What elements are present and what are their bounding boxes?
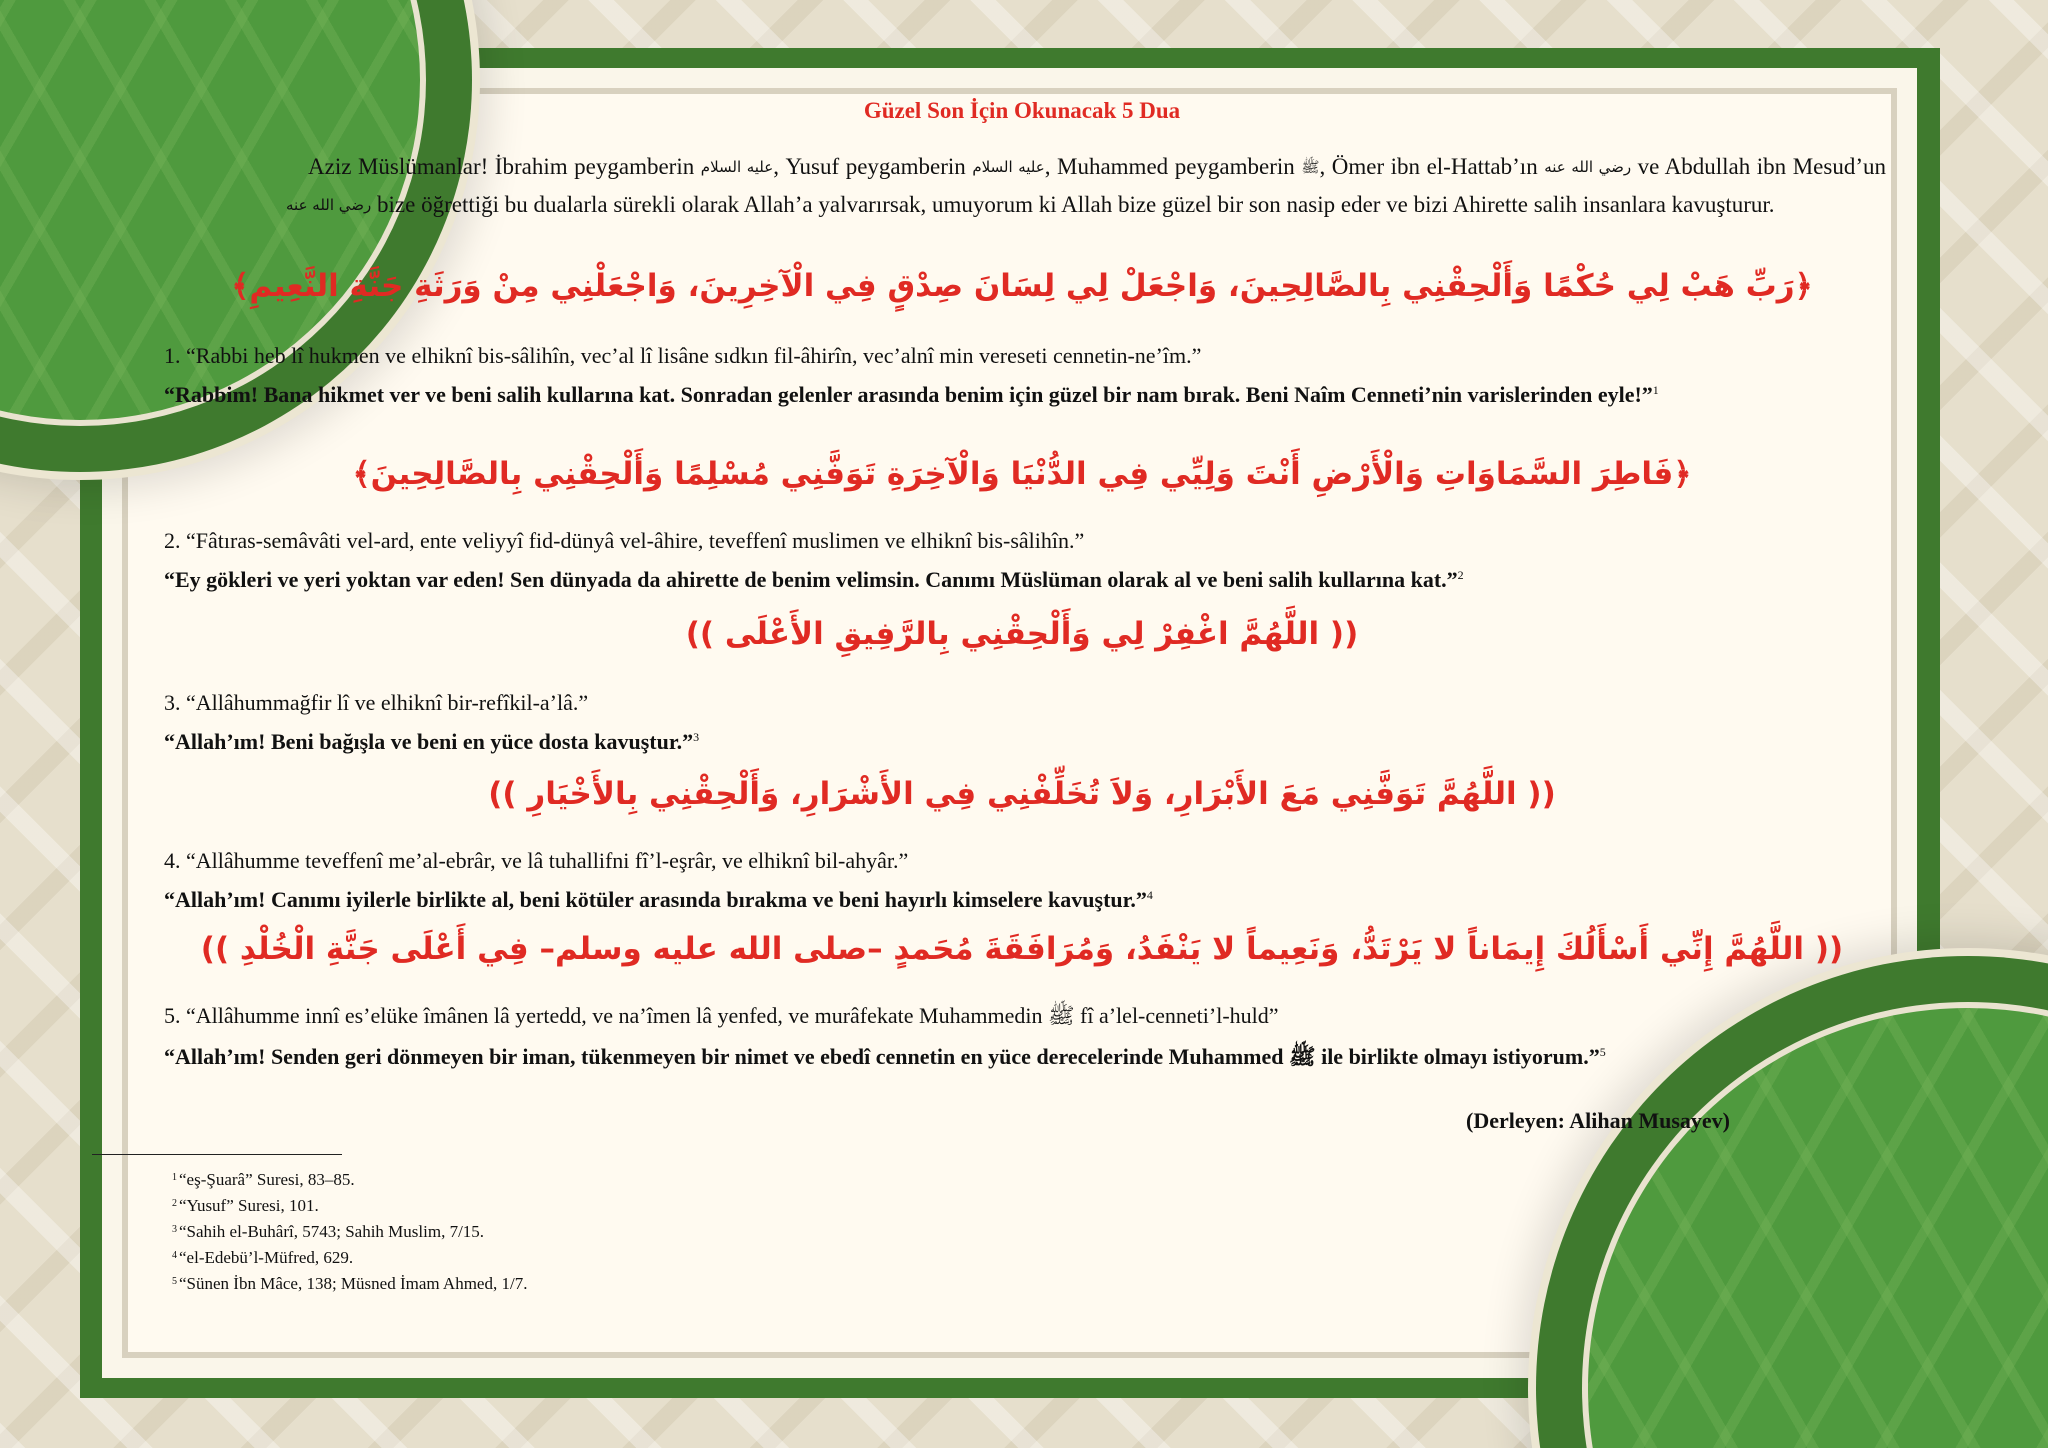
- intro-text: , Ömer ibn el-Hattab’ın: [1319, 154, 1545, 179]
- footnote-ref[interactable]: 5: [1599, 1045, 1606, 1059]
- intro-text: , Yusuf peygamberin: [773, 154, 973, 179]
- prayer-2-transliteration: 2. “Fâtıras-semâvâti vel-ard, ente veliyyî fid-dünyâ vel-âhire, teveffenî muslimen ve elhiknî bis-sâlihîn.”: [164, 528, 1085, 553]
- honorific-icon: رضي الله عنه: [1544, 158, 1632, 176]
- prayer-3-arabic: (( اللَّهُمَّ اغْفِرْ لِي وَأَلْحِقْنِي بِالرَّفِيقِ الأَعْلَى )): [685, 616, 1359, 652]
- honorific-icon: عليه السلام: [700, 158, 774, 176]
- footnote-item: $^2$ “Yusuf” Suresi, 101.: [172, 1196, 319, 1215]
- prayer-2-meaning: “Ey gökleri ve yeri yoktan var eden! Sen dünyada da ahirette de benim velimsin. Canımı Müslüman olarak al ve beni salih kullarına kat.”$^2$: [164, 567, 1464, 592]
- prayer-3-meaning: “Allah’ım! Beni bağışla ve beni en yüce dosta kavuştur.”$^3$: [164, 729, 700, 754]
- intro-text: Aziz Müslümanlar! İbrahim peygamberin: [308, 154, 701, 179]
- prayer-5-meaning: “Allah’ım! Senden geri dönmeyen bir iman, tükenmeyen bir nimet ve ebedî cennetin en yüce derecelerinde Muhammed ﷺ ile birlikte olmayı istiyorum.”$^5$: [164, 1044, 1606, 1069]
- prayer-1-arabic: ﴿رَبِّ هَبْ لِي حُكْمًا وَأَلْحِقْنِي بِالصَّالِحِينَ، وَاجْعَلْ لِي لِسَانَ صِدْقٍ فِي الْآخِرِينَ، وَاجْعَلْنِي مِنْ وَرَثَةِ جَنَّةِ النَّعِيمِ﴾: [231, 268, 1813, 304]
- footnote-ref[interactable]: 4: [1146, 888, 1153, 902]
- page-title: Güzel Son İçin Okunacak 5 Dua: [863, 98, 1181, 123]
- author-signature: (Derleyen: Alihan Musayev): [1466, 1108, 1730, 1133]
- footnote-ref[interactable]: 1: [1652, 383, 1659, 397]
- prayer-4-arabic: (( اللَّهُمَّ تَوَفَّنِي مَعَ الأَبْرَارِ، وَلاَ تُخَلِّفْنِي فِي الأَشْرَارِ، وَأَلْحِقْنِي بِالأَخْيَارِ )): [488, 776, 1556, 812]
- intro-paragraph: [286, 148, 1886, 224]
- prayer-1-meaning: “Rabbim! Bana hikmet ver ve beni salih kullarına kat. Sonradan gelenler arasında benim için güzel bir nam bırak. Beni Naîm Cenneti’nin varislerinden eyle!”$^1$: [164, 382, 1659, 407]
- footnote-ref[interactable]: 3: [693, 730, 700, 744]
- prayer-4-transliteration: 4. “Allâhumme teveffenî me’al-ebrâr, ve lâ tuhallifni fî’l-eşrâr, ve elhiknî bil-ahyâr.”: [164, 848, 909, 873]
- footnotes: [172, 1166, 527, 1296]
- footnote-ref[interactable]: 2: [1457, 568, 1464, 582]
- intro-text: bize öğrettiği bu dualarla sürekli olarak Allah’a yalvarırsak, umuyorum ki Allah bize güzel bir son nasip eder ve bizi Ahirette salih insanlara kavuşturur.: [371, 192, 1775, 217]
- intro-text: ve Abdullah ibn Mesud’un: [1631, 154, 1886, 179]
- footnote-item: $^1$ “eş-Şuarâ” Suresi, 83–85.: [172, 1170, 355, 1189]
- prayer-1-transliteration: 1. “Rabbi heb lî hukmen ve elhiknî bis-sâlihîn, vec’al lî lisâne sıdkın fil-âhirîn, vec’alnî min vereseti cennetin-ne’îm.”: [164, 343, 1202, 368]
- honorific-icon: عليه السلام: [972, 158, 1045, 176]
- footnote-item: $^3$ “Sahih el-Buhârî, 5743; Sahih Muslim, 7/15.: [172, 1222, 485, 1241]
- intro-text: , Muhammed peygamberin: [1044, 154, 1302, 179]
- prayer-3-transliteration: 3. “Allâhummağfir lî ve elhiknî bir-refîkil-a’lâ.”: [164, 690, 589, 715]
- prayer-5-transliteration: 5. “Allâhumme innî es’elüke îmânen lâ yertedd, ve na’îmen lâ yenfed, ve murâfekate Muhammedin ﷺ fî a’lel-cenneti’l-huld”: [164, 1003, 1279, 1028]
- prayer-2-arabic: ﴿فَاطِرَ السَّمَاوَاتِ وَالْأَرْضِ أَنْتَ وَلِيِّي فِي الدُّنْيَا وَالْآخِرَةِ تَوَفَّنِي مُسْلِمًا وَأَلْحِقْنِي بِالصَّالِحِينَ﴾: [352, 456, 1692, 492]
- prayer-4-meaning: “Allah’ım! Canımı iyilerle birlikte al, beni kötüler arasında bırakma ve beni hayırlı kimselere kavuştur.”$^4$: [164, 887, 1153, 912]
- honorific-icon: ﷺ: [1301, 158, 1320, 176]
- prayer-5-arabic: (( اللَّهُمَّ إِنِّي أَسْأَلُكَ إِيمَاناً لا يَرْتَدُّ، وَنَعِيماً لا يَنْفَدُ، وَمُرَافَقَةَ مُحَمدٍ –صلى الله عليه وسلم– فِي أَعْلَى جَنَّةِ الْخُلْدِ )): [200, 931, 1844, 967]
- footnote-item: $^4$ “el-Edebü’l-Müfred, 629.: [172, 1248, 354, 1267]
- honorific-icon: رضي الله عنه: [286, 196, 372, 214]
- footnote-item: $^5$ “Sünen İbn Mâce, 138; Müsned İmam Ahmed, 1/7.: [172, 1274, 528, 1293]
- footnote-divider: [92, 1154, 342, 1155]
